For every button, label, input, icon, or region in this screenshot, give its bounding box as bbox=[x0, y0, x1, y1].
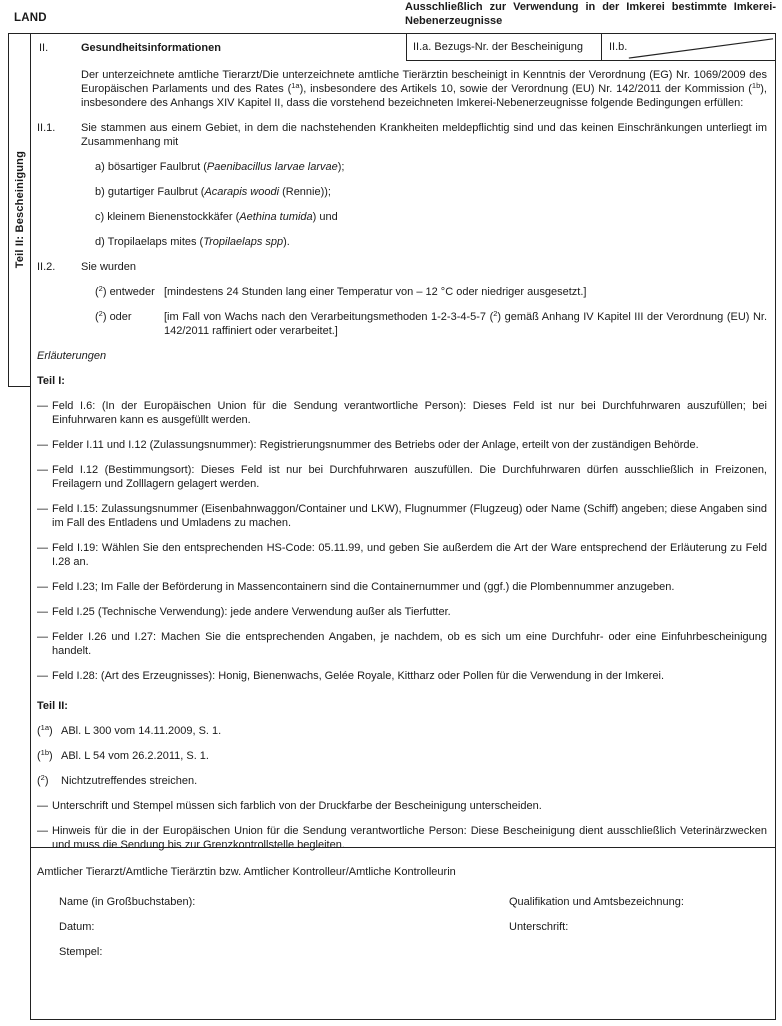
certificate-body bbox=[31, 61, 775, 852]
dash-bullet: — bbox=[37, 825, 48, 837]
footnote-2-marker: ($^2$) bbox=[37, 773, 49, 787]
clause-ii2-text: Sie wurden bbox=[81, 261, 137, 273]
clause-ii1 bbox=[37, 121, 767, 149]
clause-ii2-number: II.2. bbox=[37, 261, 56, 273]
footnote-1a: ($^{1a}$) ABl. L 300 vom 14.11.2009, S. 1. bbox=[37, 723, 222, 737]
part1-note-field-i11-i12: — Felder I.11 und I.12 (Zulassungsnummer): Registrierungsnummer des Betriebs oder der Anlage, erteilt von der zuständigen Behörde. bbox=[37, 439, 699, 451]
intro-paragraph bbox=[37, 68, 767, 110]
condition-entweder-text: [mindestens 24 Stunden lang einer Temperatur von – 12 °C oder niedriger ausgesetzt.] bbox=[164, 286, 587, 298]
signature-row-stamp bbox=[31, 945, 775, 959]
footnote-1b-marker: ($^{1b}$) bbox=[37, 748, 53, 762]
note-responsible-person: — Hinweis für die in der Europäischen Union für die Sendung verantwortliche Person: Diese Bescheinigung dient ausschließlich Veterinärzwecken und muss die Sendung bis zur Grenzkontrollstelle begleiten. bbox=[37, 825, 767, 851]
part1-note-field-i26-i27: — Felder I.26 und I.27: Machen Sie die entsprechenden Angaben, je nachdem, ob es sich um eine Durchfuhr- oder eine Einfuhrbescheinigung handelt. bbox=[37, 631, 767, 657]
diagonal-strikethrough-line bbox=[602, 34, 775, 60]
disease-item-a: a) bösartiger Faulbrut (Paenibacillus larvae larvae); bbox=[95, 161, 345, 173]
footnote-1a-marker: ($^{1a}$) bbox=[37, 723, 53, 737]
part1-note-field-i6: — Feld I.6: (In der Europäischen Union für die Sendung verantwortliche Person): Dieses Feld ist nur bei Durchfuhrwaren auszufüllen; bei Einfuhrwaren kann es ausgefüllt werden. bbox=[37, 400, 767, 426]
part1-note-field-i23: — Feld I.23; Im Falle der Beförderung in Massencontainern sind die Containernummer und (ggf.) die Plombennummer anzugeben. bbox=[37, 581, 675, 593]
condition-oder bbox=[95, 310, 767, 338]
dash-bullet: — bbox=[37, 464, 48, 476]
notes-heading: Erläuterungen bbox=[37, 350, 107, 362]
condition-entweder-marker: ($^2$) entweder bbox=[95, 284, 155, 298]
reference-number-label: II.a. Bezugs-Nr. der Bescheinigung bbox=[413, 41, 583, 53]
part-1-heading: Teil I: bbox=[37, 375, 65, 387]
dash-bullet: — bbox=[37, 581, 48, 593]
certificate-header-row bbox=[31, 34, 775, 61]
part1-note-field-i19: — Feld I.19: Wählen Sie den entsprechenden HS-Code: 05.11.99, und geben Sie außerdem die Art der Ware entsprechend der Erläuterung zu Feld I.28 an. bbox=[37, 542, 767, 568]
footnote-2: ($^2$) Nichtzutreffendes streichen. bbox=[37, 773, 198, 787]
country-label: LAND bbox=[14, 12, 47, 24]
iib-label: II.b. bbox=[609, 41, 628, 53]
disease-item-b: b) gutartiger Faulbrut (Acarapis woodi (Rennie)); bbox=[95, 186, 331, 198]
certificate-box bbox=[30, 33, 776, 1020]
dash-bullet: — bbox=[37, 400, 48, 412]
health-info-header-cell bbox=[31, 34, 406, 61]
footnote-1b: ($^{1b}$) ABl. L 54 vom 26.2.2011, S. 1. bbox=[37, 748, 209, 762]
dash-bullet: — bbox=[37, 606, 48, 618]
dash-bullet: — bbox=[37, 800, 48, 812]
part-2-side-bracket bbox=[8, 33, 30, 387]
iib-cell bbox=[601, 34, 775, 61]
part1-note-field-i28: — Feld I.28: (Art des Erzeugnisses): Honig, Bienenwachs, Gelée Royale, Kittharz oder Pollen für die Verwendung in der Imkerei. bbox=[37, 670, 665, 682]
disease-item-d: d) Tropilaelaps mites (Tropilaelaps spp). bbox=[95, 236, 290, 248]
part1-note-field-i12: — Feld I.12 (Bestimmungsort): Dieses Feld ist nur bei Durchfuhrwaren auszufüllen. Die Durchfuhrwaren dürfen ausschließlich in Freizonen, Freilagern und Zolllagern gelagert werden. bbox=[37, 464, 767, 490]
signature-field-label: Unterschrift: bbox=[509, 921, 569, 933]
dash-bullet: — bbox=[37, 439, 48, 451]
signature-row-date bbox=[31, 920, 775, 934]
section-title: Gesundheitsinformationen bbox=[81, 41, 221, 54]
disease-item-c: c) kleinem Bienenstockkäfer (Aethina tumida) und bbox=[95, 211, 338, 223]
intro-text: Der unterzeichnete amtliche Tierarzt/Die unterzeichnete amtliche Tierärztin bescheinigt in Kenntnis der Verordnung (EG) Nr. 1069/2009 des Europäischen Parlaments und des Rates ($^{1a}$), insbesondere des Artikels 10, sowie der Verordnung (EU) Nr. 142/2011 der Kommission ($^{1b}$), insbesondere des Anhangs XIV Kapitel II, dass die vorstehend bezeichneten Imkerei-Nebenerzeugnisse folgende Bedingungen erfüllen: bbox=[81, 69, 767, 109]
part1-note-field-i25: — Feld I.25 (Technische Verwendung): jede andere Verwendung außer als Tierfutter. bbox=[37, 606, 451, 618]
dash-bullet: — bbox=[37, 503, 48, 515]
dash-bullet: — bbox=[37, 631, 48, 643]
signature-row-name bbox=[31, 895, 775, 909]
dash-bullet: — bbox=[37, 542, 48, 554]
signature-section bbox=[31, 847, 775, 1019]
stamp-field-label: Stempel: bbox=[59, 946, 103, 958]
part-2-heading: Teil II: bbox=[37, 700, 68, 712]
condition-oder-marker: ($^2$) oder bbox=[95, 309, 132, 323]
part-2-side-label: Teil II: Bescheinigung bbox=[13, 151, 26, 269]
condition-entweder bbox=[95, 285, 767, 299]
date-field-label: Datum: bbox=[59, 921, 95, 933]
dash-bullet: — bbox=[37, 670, 48, 682]
document-title: Ausschließlich zur Verwendung in der Imkerei bestimmte Imkerei-Nebenerzeugnisse bbox=[405, 1, 776, 27]
section-number: II. bbox=[39, 41, 49, 54]
clause-ii1-text: Sie stammen aus einem Gebiet, in dem die nachstehenden Krankheiten meldepflichtig sind und das keinen Einschränkungen unterliegt im Zusammenhang mit bbox=[81, 122, 767, 148]
part1-note-field-i15: — Feld I.15: Zulassungsnummer (Eisenbahnwaggon/Container und LKW), Flugnummer (Flugzeug) oder Name (Schiff) angeben; diese Angaben sind im Fall des Entladens und Umladens zu machen. bbox=[37, 503, 767, 529]
condition-oder-text: [im Fall von Wachs nach den Verarbeitungsmethoden 1-2-3-4-5-7 ($^2$) gemäß Anhang IV Kapitel III der Verordnung (EU) Nr. 142/2011 raffiniert oder verarbeitet.] bbox=[164, 309, 768, 337]
official-veterinarian-title: Amtlicher Tierarzt/Amtliche Tierärztin bzw. Amtlicher Kontrolleur/Amtliche Kontrolleurin bbox=[37, 866, 456, 878]
note-signature-color: — Unterschrift und Stempel müssen sich farblich von der Druckfarbe der Bescheinigung unterscheiden. bbox=[37, 800, 542, 812]
clause-ii1-number: II.1. bbox=[37, 122, 56, 134]
qualification-field-label: Qualifikation und Amtsbezeichnung: bbox=[509, 896, 684, 908]
clause-ii2 bbox=[37, 260, 767, 274]
reference-number-cell bbox=[406, 34, 601, 61]
name-field-label: Name (in Großbuchstaben): bbox=[59, 896, 196, 908]
